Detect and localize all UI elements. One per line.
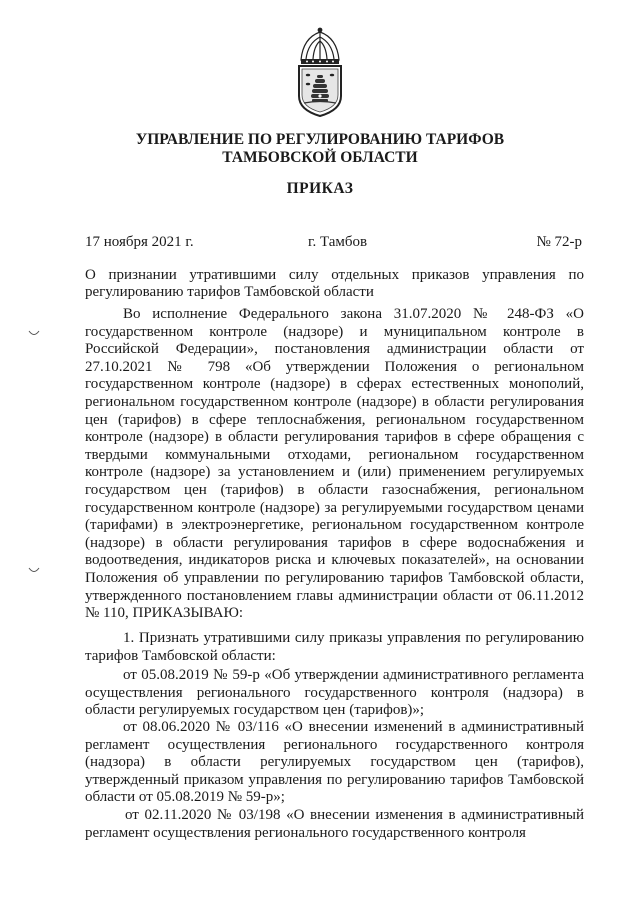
item-1-paragraph: 1. Признать утратившими силу приказы управления по регулированию тарифов Тамбовской области: [85, 630, 584, 664]
order-date: 17 ноября 2021 г. [85, 234, 194, 250]
organization-name-line1: УПРАВЛЕНИЕ ПО РЕГУЛИРОВАНИЮ ТАРИФОВ [135, 131, 505, 148]
order-city: г. Тамбов [308, 234, 368, 250]
order-number: № 72-р [536, 234, 582, 250]
repealed-order-3: от 02.11.2020 № 03/198 «О внесении изменения в административный регламент осуществления регионального государственного контроля [85, 807, 584, 841]
preamble-paragraph: Во исполнение Федерального закона 31.07.2020 № 248-ФЗ «О государственном контроле (надзоре) и муниципальном контроле в Российской Федерации», постановления администрации области от 27.10.2021 № 798 «Об утверждении Положения о региональном государственном контроле (надзоре) в сферах естественных монополий, региональном государственном контроле (надзоре) в области регулирования цен (тарифов) в сфере теплоснабжения, региональном государственном контроле (надзоре) в области регулирования тарифов в сфере обращения с твердыми коммунальными отходами, региональном государственном контроле (надзоре) за установлением и (или) применением регулируемых государством цен (тарифов) в области газоснабжения, региональном государственном контроле (надзоре) за регулируемыми государством ценами (тарифами) в электроэнергетике, региональном государственном контроле (надзоре) в области регулирования тарифов в сфере водоснабжения и водоотведения, индикаторов риска и ключевых показателей», на основании Положения об управлении по регулированию тарифов Тамбовской области, утвержденного постановлением главы администрации области от 06.11.2012 № 110, ПРИКАЗЫВАЮ: [85, 306, 584, 622]
repealed-order-2: от 08.06.2020 № 03/116 «О внесении изменений в административный регламент осуществления регионального государственного контроля (надзора) в области регулируемых государством цен (тарифов), утвержденный приказом управления по регулированию тарифов Тамбовской области от 05.08.2019 № 59-р»; [85, 719, 584, 806]
organization-name-line2: ТАМБОВСКОЙ ОБЛАСТИ [222, 149, 418, 166]
document-type-title: ПРИКАЗ [286, 180, 354, 197]
margin-punch-mark-icon [28, 330, 40, 338]
coat-of-arms-icon [291, 26, 349, 118]
margin-punch-mark-icon [28, 567, 40, 575]
repealed-order-1: от 05.08.2019 № 59-р «Об утверждении административного регламента осуществления регионального государственного контроля (надзора) в области регулируемых государством цен (тарифов)»; [85, 667, 584, 719]
order-subject: О признании утратившими силу отдельных приказов управления по регулированию тарифов Тамбовской области [85, 267, 584, 300]
